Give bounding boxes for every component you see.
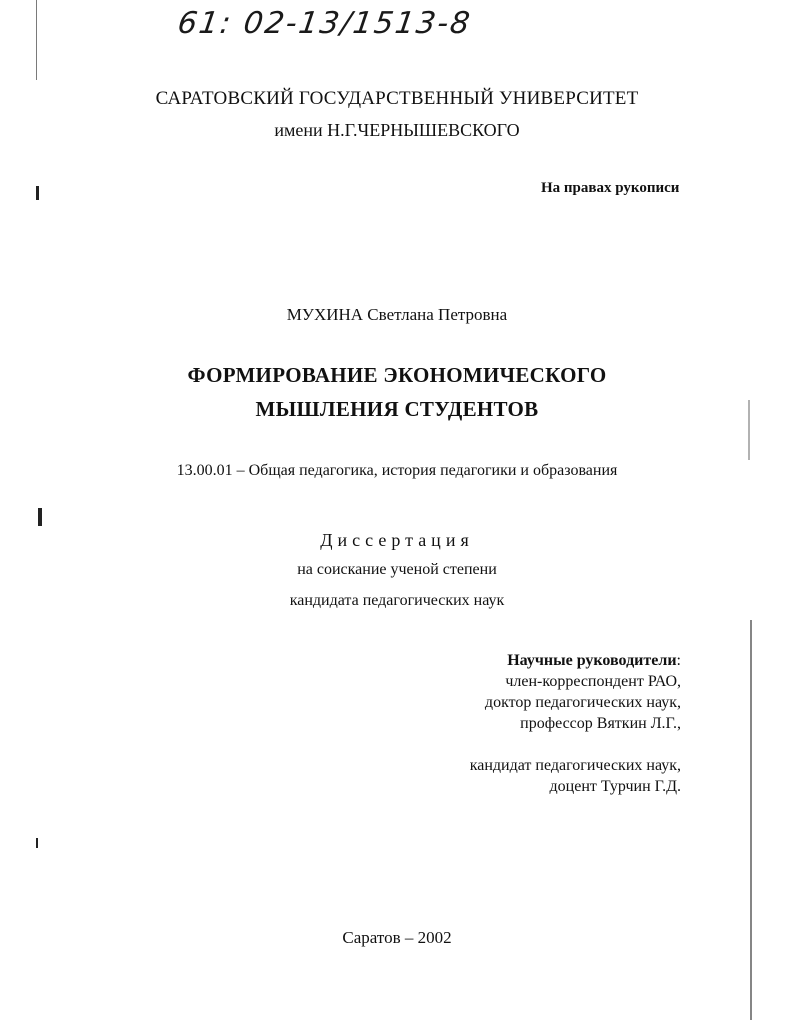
supervisor-1-degree: доктор педагогических наук, xyxy=(484,694,681,711)
spacer xyxy=(470,734,681,755)
scan-right-border xyxy=(750,620,752,1020)
scan-left-border xyxy=(36,0,37,80)
thesis-title-line-2: МЫШЛЕНИЯ СТУДЕНТОВ xyxy=(255,397,539,421)
archive-number: 61: 02-13/1513-8 xyxy=(175,6,474,41)
scan-left-mark xyxy=(36,838,38,848)
author-name: МУХИНА Светлана Петровна xyxy=(286,305,508,324)
thesis-title-line-1: ФОРМИРОВАНИЕ ЭКОНОМИЧЕСКОГО xyxy=(187,363,607,387)
supervisor-2-degree: кандидат педагогических наук, xyxy=(469,757,681,774)
university-subtitle: имени Н.Г.ЧЕРНЫШЕВСКОГО xyxy=(274,120,520,140)
specialty-code: 13.00.01 – Общая педагогика, история педагогики и образования xyxy=(176,462,618,479)
scan-left-mark xyxy=(38,508,42,526)
dissertation-label: Диссертация xyxy=(320,530,474,550)
university-name: САРАТОВСКИЙ ГОСУДАРСТВЕННЫЙ УНИВЕРСИТЕТ xyxy=(155,88,639,109)
supervisor-1-title: член-корреспондент РАО, xyxy=(505,673,681,690)
degree-line-1: на соискание ученой степени xyxy=(297,561,497,578)
supervisor-2-name: доцент Турчин Г.Д. xyxy=(549,778,681,795)
rights-note: На правах рукописи xyxy=(541,180,680,196)
city-year: Саратов – 2002 xyxy=(342,928,452,947)
supervisors-block xyxy=(470,650,681,797)
supervisor-1-name: профессор Вяткин Л.Г., xyxy=(520,715,681,732)
supervisors-heading: Научные руководители: xyxy=(507,652,681,669)
scan-left-mark xyxy=(36,186,39,200)
degree-line-2: кандидата педагогических наук xyxy=(289,592,505,609)
